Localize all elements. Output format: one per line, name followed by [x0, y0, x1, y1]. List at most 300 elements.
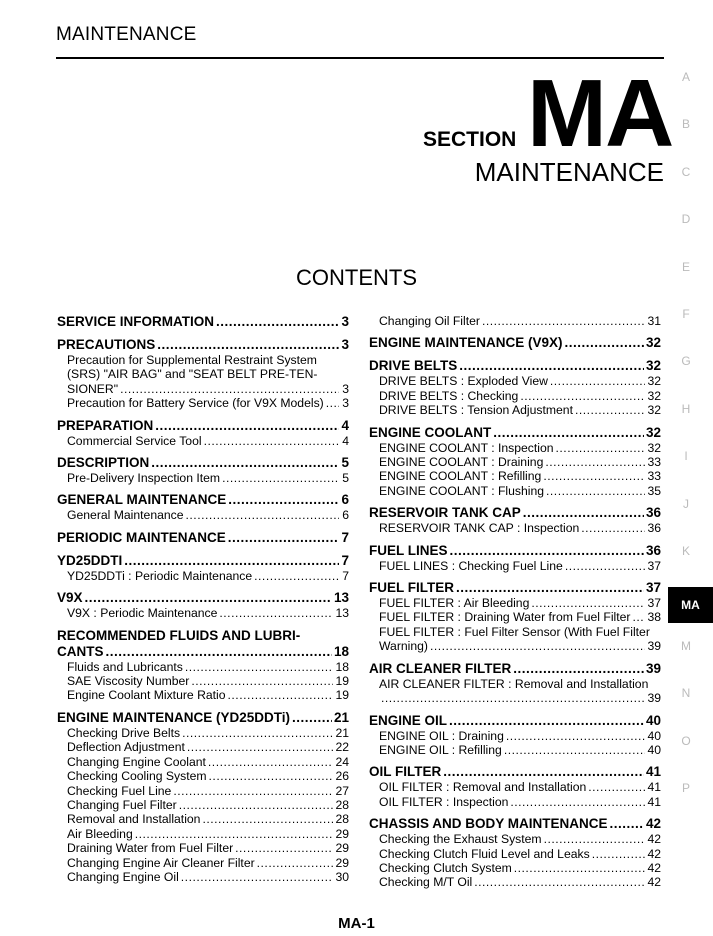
toc-sub-entry[interactable] [57, 798, 349, 812]
toc-entry-title: Changing Fuel Filter [67, 797, 177, 812]
dot-leader [565, 559, 646, 573]
toc-page-number: 32 [645, 335, 661, 351]
toc-page-number: 40 [647, 742, 661, 757]
toc-main-entry[interactable] [57, 710, 349, 726]
toc-page-number: 32 [645, 424, 661, 440]
toc-sub-entry[interactable] [369, 403, 661, 417]
toc-page-number: 28 [335, 812, 349, 827]
toc-page-number: 42 [647, 846, 661, 861]
toc-entry-title: OIL FILTER [369, 764, 442, 780]
toc-main-entry[interactable] [369, 661, 661, 677]
dot-leader [228, 492, 339, 508]
dot-leader [120, 382, 339, 396]
toc-sub-entry-wrap: Precaution for Supplemental Restraint System [67, 353, 317, 367]
dot-leader [520, 389, 645, 403]
section-index-letter[interactable]: O [681, 733, 691, 748]
toc-page-number: 42 [647, 875, 661, 890]
toc-entry-title: ENGINE COOLANT : Inspection [379, 440, 554, 455]
toc-main-entry[interactable] [369, 764, 661, 780]
toc-group [369, 425, 661, 499]
toc-main-entry[interactable] [369, 713, 661, 729]
toc-page-number: 39 [647, 691, 661, 706]
toc-entry-title: YD25DDTI [57, 552, 123, 568]
dot-leader [235, 841, 333, 855]
toc-page-number: 32 [647, 374, 661, 389]
toc-entry-title: PERIODIC MAINTENANCE [57, 529, 226, 545]
dot-leader [450, 543, 644, 559]
toc-sub-entry[interactable] [57, 769, 349, 783]
toc-sub-entry[interactable] [369, 875, 661, 889]
toc-group [369, 314, 661, 328]
toc-group [369, 661, 661, 706]
toc-group [369, 816, 661, 890]
toc-page-number: 35 [647, 483, 661, 498]
toc-main-entry-wrap: RECOMMENDED FLUIDS AND LUBRI- [57, 627, 301, 643]
toc-main-entry[interactable] [57, 590, 349, 606]
toc-main-entry[interactable] [369, 358, 661, 374]
dot-leader [209, 769, 334, 783]
toc-page-number: 36 [647, 521, 661, 536]
dot-leader [546, 484, 645, 498]
toc-sub-entry[interactable] [57, 434, 349, 448]
toc-main-entry[interactable] [369, 335, 661, 351]
dot-leader [430, 639, 645, 653]
toc-page-number: 19 [335, 688, 349, 703]
toc-sub-entry-wrap: FUEL FILTER : Fuel Filter Sensor (With Fuel Filter [379, 624, 650, 639]
toc-entry-title: ENGINE COOLANT : Draining [379, 455, 544, 470]
toc-page-number: 31 [647, 314, 661, 328]
toc-entry-title: PRECAUTIONS [57, 337, 156, 352]
toc-entry-title: Checking Clutch Fluid Level and Leaks [379, 846, 590, 861]
toc-entry-title: OIL FILTER : Removal and Installation [379, 780, 587, 795]
toc-group [369, 505, 661, 535]
toc-entry-title: Air Bleeding [67, 826, 133, 841]
toc-main-entry[interactable] [57, 644, 349, 660]
toc-entry-title: FUEL FILTER : Air Bleeding [379, 596, 530, 611]
dot-leader [575, 403, 645, 417]
section-index-letter[interactable]: B [681, 117, 690, 132]
toc-entry-title: Changing Engine Coolant [67, 754, 206, 769]
dot-leader [182, 726, 333, 740]
toc-sub-entry[interactable] [57, 688, 349, 702]
toc-page-number: 24 [335, 754, 349, 769]
toc-sub-entry[interactable] [57, 382, 349, 396]
toc-main-entry[interactable] [369, 505, 661, 521]
toc-entry-title: DRIVE BELTS [369, 358, 458, 374]
toc-sub-entry[interactable] [57, 569, 349, 583]
toc-group [57, 590, 349, 620]
toc-entry-title: Commercial Service Tool [67, 433, 202, 448]
toc-page-number: 21 [333, 709, 349, 725]
toc-page-number: 29 [335, 841, 349, 856]
toc-entry-title: ENGINE COOLANT [369, 424, 492, 440]
toc-page-number: 40 [647, 728, 661, 743]
toc-group [57, 530, 349, 546]
dot-leader [292, 710, 332, 726]
section-index-letter[interactable]: N [681, 686, 691, 701]
dot-leader [523, 505, 644, 521]
toc-page-number: 5 [341, 455, 349, 471]
dot-leader [543, 469, 645, 483]
toc-page-number: 37 [645, 580, 661, 596]
section-index-letter[interactable]: G [681, 354, 691, 369]
toc-entry-title: Pre-Delivery Inspection Item [67, 471, 221, 486]
dot-leader [482, 314, 646, 328]
toc-main-entry[interactable] [57, 337, 349, 353]
dot-leader [510, 795, 645, 809]
toc-entry-title: ENGINE MAINTENANCE (YD25DDTi) [57, 709, 291, 725]
toc-sub-entry[interactable] [369, 639, 661, 653]
toc-entry-title: PREPARATION [57, 417, 154, 433]
toc-entry-title: ENGINE OIL : Draining [379, 728, 504, 743]
section-index-letter[interactable]: D [681, 212, 691, 227]
dot-leader [474, 875, 645, 889]
dot-leader [135, 827, 334, 841]
toc-sub-entry[interactable] [369, 441, 661, 455]
toc-entry-title: RESERVOIR TANK CAP [369, 505, 521, 521]
toc-entry-title: Checking Fuel Line [67, 783, 172, 798]
toc-entry-title: V9X : Periodic Maintenance [67, 606, 218, 621]
dot-leader [219, 606, 333, 620]
section-word: SECTION [423, 128, 517, 151]
toc-page-number: 4 [342, 433, 349, 448]
toc-page-number: 29 [335, 826, 349, 841]
toc-entry-title: Changing Oil Filter [379, 314, 480, 328]
section-index-letter[interactable]: E [681, 259, 690, 274]
toc-entry-title: Fluids and Lubricants [67, 659, 183, 674]
dot-leader [531, 596, 645, 610]
dot-leader [216, 314, 339, 330]
toc-sub-entry[interactable] [369, 389, 661, 403]
toc-group [369, 580, 661, 654]
toc-entry-title: AIR CLEANER FILTER [369, 660, 512, 676]
header-rule [56, 57, 664, 59]
toc-page-number: 38 [647, 610, 661, 625]
dot-leader [610, 816, 644, 832]
toc-entry-title: Warning) [379, 639, 428, 654]
dot-leader [581, 521, 645, 535]
dot-leader [228, 688, 334, 702]
toc-sub-entry[interactable] [57, 755, 349, 769]
toc-left-column [57, 314, 349, 891]
toc-entry-title: CHASSIS AND BODY MAINTENANCE [369, 816, 608, 832]
toc-sub-entry[interactable] [57, 726, 349, 740]
toc-sub-entry[interactable] [369, 469, 661, 483]
toc-entry-title: ENGINE MAINTENANCE (V9X) [369, 335, 563, 351]
dot-leader [592, 847, 646, 861]
toc-main-entry[interactable] [369, 580, 661, 596]
dot-leader [506, 729, 646, 743]
toc-page-number: 41 [647, 780, 661, 795]
dot-leader [124, 553, 339, 569]
toc-sub-entry[interactable] [369, 314, 661, 328]
toc-page-number: 37 [647, 558, 661, 573]
dot-leader [181, 870, 334, 884]
toc-page-number: 18 [333, 643, 349, 659]
toc-main-entry[interactable] [57, 553, 349, 569]
toc-page-number: 39 [647, 639, 661, 654]
toc-page-number: 26 [335, 769, 349, 784]
toc-entry-title: DRIVE BELTS : Checking [379, 388, 519, 403]
dot-leader [550, 374, 646, 388]
toc-entry-title: Engine Coolant Mixture Ratio [67, 688, 226, 703]
dot-leader [513, 661, 644, 677]
toc-group [57, 418, 349, 448]
toc-group [57, 710, 349, 884]
toc-page-number: 18 [335, 659, 349, 674]
toc-sub-entry[interactable] [57, 674, 349, 688]
toc-sub-entry[interactable] [369, 743, 661, 757]
toc-entry-title: ENGINE OIL [369, 712, 448, 728]
toc-sub-entry[interactable] [57, 660, 349, 674]
section-name: MAINTENANCE [474, 157, 664, 187]
toc-entry-title: YD25DDTi : Periodic Maintenance [67, 568, 253, 583]
toc-sub-entry[interactable] [369, 374, 661, 388]
dot-leader [254, 569, 339, 583]
toc-entry-title: GENERAL MAINTENANCE [57, 492, 227, 508]
dot-leader [204, 434, 339, 448]
toc-entry-title: RESERVOIR TANK CAP : Inspection [379, 521, 580, 536]
section-index-letter[interactable]: H [681, 401, 691, 416]
toc-entry-title: Checking the Exhaust System [379, 832, 542, 847]
dot-leader [106, 644, 332, 660]
dot-leader [155, 418, 339, 434]
section-index-letter[interactable]: C [681, 164, 691, 179]
toc-sub-entry[interactable] [57, 827, 349, 841]
toc-page-number: 33 [647, 455, 661, 470]
toc-group [57, 492, 349, 522]
toc-entry-title: DESCRIPTION [57, 455, 150, 471]
toc-page-number: 21 [335, 725, 349, 740]
dot-leader [157, 337, 339, 353]
toc-entry-title: Changing Engine Air Cleaner Filter [67, 855, 255, 870]
toc-sub-entry[interactable] [369, 780, 661, 794]
dot-leader [326, 396, 339, 410]
dot-leader [449, 713, 644, 729]
toc-page-number: 32 [647, 403, 661, 418]
dot-leader [222, 471, 339, 485]
dot-leader [381, 691, 645, 705]
toc-sub-entry[interactable] [57, 784, 349, 798]
toc-sub-entry[interactable] [57, 508, 349, 522]
dot-leader [173, 784, 333, 798]
section-code: MA [527, 60, 673, 167]
toc-page-number: 42 [645, 816, 661, 832]
dot-leader [632, 610, 645, 624]
toc-sub-entry[interactable] [369, 861, 661, 875]
toc-main-entry[interactable] [57, 418, 349, 434]
toc-entry-title: Changing Engine Oil [67, 869, 179, 884]
toc-entry-title: DRIVE BELTS : Tension Adjustment [379, 403, 573, 418]
toc-page-number: 3 [341, 337, 349, 352]
section-index-letter[interactable]: F [682, 307, 690, 321]
toc-main-entry[interactable] [57, 314, 349, 330]
toc-entry-title: FUEL LINES : Checking Fuel Line [379, 558, 563, 573]
toc-main-entry[interactable] [57, 530, 349, 546]
toc-sub-entry[interactable] [57, 396, 349, 410]
dot-leader [191, 674, 333, 688]
dot-leader [85, 590, 332, 606]
toc-sub-entry[interactable] [57, 841, 349, 855]
toc-page-number: 30 [335, 869, 349, 884]
toc-sub-entry[interactable] [57, 740, 349, 754]
toc-group [57, 314, 349, 330]
dot-leader [545, 455, 645, 469]
dot-leader [544, 832, 646, 846]
toc-main-entry[interactable] [57, 455, 349, 471]
toc-sub-entry[interactable] [369, 521, 661, 535]
dot-leader [556, 441, 646, 455]
toc-main-entry[interactable] [369, 543, 661, 559]
dot-leader [185, 660, 334, 674]
section-index-letter[interactable]: M [681, 638, 691, 653]
toc-page-number: 32 [645, 358, 661, 374]
dot-leader [456, 580, 644, 596]
section-index-letter[interactable]: I [684, 449, 688, 464]
toc-entry-title: FUEL FILTER : Draining Water from Fuel Filter [379, 610, 631, 625]
toc-page-number: 19 [335, 674, 349, 689]
toc-entry-title: FUEL LINES [369, 542, 448, 558]
toc-entry-title: Checking Clutch System [379, 860, 512, 875]
header-title: MAINTENANCE [56, 24, 197, 45]
toc-entry-title: Checking M/T Oil [379, 875, 473, 890]
toc-entry-title: General Maintenance [67, 508, 184, 523]
section-index-letter[interactable]: A [681, 70, 690, 84]
dot-leader [151, 455, 339, 471]
toc-entry-title: Checking Cooling System [67, 769, 207, 784]
toc-page-number: 28 [335, 797, 349, 812]
toc-entry-title: ENGINE OIL : Refilling [379, 742, 502, 757]
toc-entry-title: Draining Water from Fuel Filter [67, 841, 234, 856]
toc-sub-entry-wrap: (SRS) "AIR BAG" and "SEAT BELT PRE-TEN- [67, 367, 318, 382]
toc-entry-title: ENGINE COOLANT : Refilling [379, 469, 542, 484]
toc-page-number: 4 [341, 417, 349, 433]
dot-leader [179, 798, 334, 812]
dot-leader [257, 856, 334, 870]
section-tab-active[interactable]: MA [668, 587, 713, 623]
toc-page-number: 37 [647, 596, 661, 611]
toc-entry-title: SAE Viscosity Number [67, 674, 190, 689]
toc-page-number: 32 [647, 388, 661, 403]
toc-page-number: 22 [335, 740, 349, 755]
toc-entry-title: FUEL FILTER [369, 580, 454, 596]
dot-leader [186, 508, 339, 522]
dot-leader [588, 780, 645, 794]
toc-sub-entry[interactable] [57, 471, 349, 485]
toc-entry-title: V9X [57, 590, 83, 606]
toc-entry-title: ENGINE COOLANT : Flushing [379, 483, 545, 498]
section-index-letter[interactable]: K [681, 544, 690, 558]
dot-leader [493, 425, 644, 441]
toc-group [369, 713, 661, 758]
toc-group [57, 628, 349, 703]
toc-page-number: 6 [342, 508, 349, 523]
toc-sub-entry-wrap: AIR CLEANER FILTER : Removal and Installation [379, 676, 649, 691]
toc-page-number: 7 [342, 568, 349, 583]
toc-page-number: 5 [342, 471, 349, 486]
toc-entry-title: Checking Drive Belts [67, 725, 181, 740]
toc-sub-entry[interactable] [57, 812, 349, 826]
dot-leader [187, 740, 334, 754]
toc-sub-entry[interactable] [369, 847, 661, 861]
dot-leader [565, 335, 644, 351]
toc-sub-entry[interactable] [369, 484, 661, 498]
toc-sub-entry[interactable] [369, 596, 661, 610]
toc-page-number: 29 [335, 855, 349, 870]
contents-title: CONTENTS [296, 265, 417, 290]
toc-sub-entry[interactable] [57, 870, 349, 884]
toc-group [369, 335, 661, 351]
toc-entry-title: Precaution for Battery Service (for V9X Models) [67, 396, 324, 411]
dot-leader [514, 861, 646, 875]
toc-page-number: 7 [341, 552, 349, 568]
toc-page-number: 32 [647, 440, 661, 455]
toc-page-number: 6 [341, 492, 349, 508]
toc-group [369, 358, 661, 417]
toc-entry-title: SIONER" [67, 381, 119, 396]
toc-entry-title: OIL FILTER : Inspection [379, 794, 509, 809]
toc-page-number: 39 [645, 660, 661, 676]
toc-page-number: 3 [342, 381, 349, 396]
toc-sub-entry[interactable] [369, 795, 661, 809]
toc-group [369, 764, 661, 809]
dot-leader [202, 812, 333, 826]
toc-group [369, 543, 661, 573]
toc-page-number: 36 [645, 505, 661, 521]
dot-leader [228, 530, 339, 546]
toc-group [57, 553, 349, 583]
toc-sub-entry[interactable] [369, 610, 661, 624]
toc-sub-entry[interactable] [369, 455, 661, 469]
toc-entry-title: Removal and Installation [67, 812, 201, 827]
toc-entry-title: DRIVE BELTS : Exploded View [379, 374, 548, 389]
dot-leader [459, 358, 644, 374]
page-number: MA-1 [338, 915, 375, 932]
toc-page-number: 42 [647, 860, 661, 875]
toc-sub-entry[interactable] [369, 832, 661, 846]
toc-entry-title: SERVICE INFORMATION [57, 314, 215, 329]
toc-page-number: 40 [645, 712, 661, 728]
toc-page-number: 13 [333, 590, 349, 606]
toc-page-number: 3 [341, 314, 349, 329]
toc-entry-title: Deflection Adjustment [67, 740, 185, 755]
toc-entry-title: CANTS [57, 643, 104, 659]
toc-page-number: 33 [647, 469, 661, 484]
toc-main-entry[interactable] [369, 816, 661, 832]
dot-leader [208, 755, 334, 769]
toc-main-entry[interactable] [369, 425, 661, 441]
toc-page-number: 3 [342, 396, 349, 411]
toc-page-number: 27 [335, 783, 349, 798]
toc-group [57, 455, 349, 485]
section-index-letter[interactable]: J [683, 496, 689, 511]
dot-leader [504, 743, 646, 757]
toc-page-number: 42 [647, 832, 661, 847]
dot-leader [443, 764, 644, 780]
toc-sub-entry[interactable] [369, 691, 661, 705]
toc-page-number: 36 [645, 542, 661, 558]
toc-sub-entry[interactable] [369, 729, 661, 743]
toc-sub-entry[interactable] [57, 856, 349, 870]
toc-page-number: 7 [341, 529, 349, 545]
toc-group [57, 337, 349, 411]
toc-sub-entry[interactable] [57, 606, 349, 620]
toc-sub-entry[interactable] [369, 559, 661, 573]
section-index-letter[interactable]: P [681, 781, 690, 795]
toc-page-number: 41 [645, 764, 661, 780]
toc-right-column [369, 314, 661, 897]
toc-main-entry[interactable] [57, 492, 349, 508]
